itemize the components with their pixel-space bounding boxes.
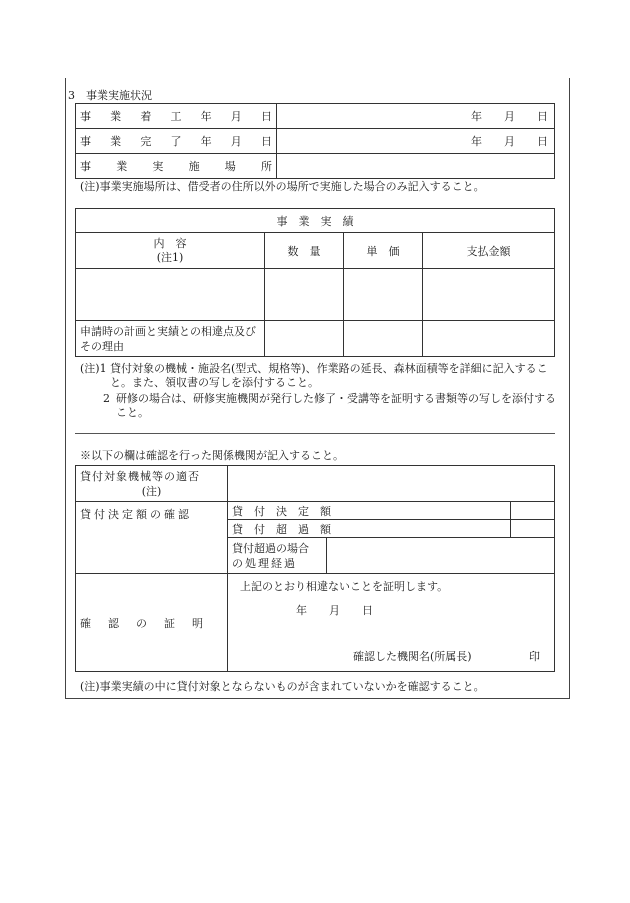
results-title: 事 業 実 績 (76, 209, 555, 233)
label-char: 施 (188, 160, 200, 173)
certification-date: 年 月 日 (296, 604, 373, 617)
label-char: 完 (140, 135, 152, 148)
diff-cell-payment[interactable] (423, 321, 555, 357)
implementation-table (75, 103, 555, 179)
col-content: 内 容 (注1) (76, 233, 265, 269)
col-quantity: 数 量 (265, 233, 344, 269)
col-payment: 支払金額 (423, 233, 555, 269)
location-label (76, 154, 277, 179)
label-char: 年 (471, 135, 482, 148)
label-char: 実 (152, 160, 164, 173)
label-char: 月 (504, 110, 515, 123)
divider (75, 433, 555, 434)
label-char: 業 (110, 135, 122, 148)
decision-amount-value[interactable] (511, 502, 555, 520)
diff-label: 申請時の計画と実績との相違点及びその理由 (76, 321, 265, 357)
confirmation-table (75, 465, 555, 672)
eligibility-label: 貸付対象機械等の適否 (注) (76, 466, 228, 502)
label-char: 年 (471, 110, 482, 123)
certification-statement: 上記のとおり相違ないことを証明します。 (240, 580, 449, 593)
cell-quantity[interactable] (265, 269, 344, 321)
label-char: 年 (200, 135, 212, 148)
note-final: (注)事業実績の中に貸付対象とならないものが含まれていないかを確認すること。 (80, 680, 485, 693)
excess-process-value[interactable] (327, 538, 555, 574)
label-char: 日 (537, 110, 548, 123)
section-title: 3 事業実施状況 (68, 89, 152, 102)
label-char: 業 (116, 160, 128, 173)
label-char: 場 (224, 160, 236, 173)
seal-mark: 印 (529, 650, 540, 663)
label-char: 所 (260, 160, 272, 173)
label-char: 年 (200, 110, 212, 123)
certification-label: 確 認 の 証 明 (76, 574, 228, 672)
label-char: 月 (230, 135, 242, 148)
note-confirm: ※以下の欄は確認を行った関係機関が記入すること。 (80, 449, 344, 462)
excess-process-label: 貸付超過の場合 の処理経過 (228, 538, 327, 574)
label-char: 事 (80, 110, 91, 123)
note-results-1: (注)1 貸付対象の機械・施設名(型式、規格等)、作業路の延長、森林面積等を詳細に記入すること。また、領収書の写しを添付すること。 (80, 362, 548, 389)
end-date-label (76, 129, 277, 154)
label-char: 日 (537, 135, 548, 148)
label-char: 業 (110, 110, 122, 123)
amount-check-label: 貸付決定額の確認 (76, 502, 228, 574)
note-results-2: 2 研修の場合は、研修実施機関が発行した修了・受講等を証明する書類等の写しを添付すること。 (103, 392, 556, 419)
label-char: 日 (260, 110, 272, 123)
label-char: 了 (170, 135, 182, 148)
certifying-org-label: 確認した機関名(所属長) (353, 650, 472, 663)
excess-amount-value[interactable] (511, 520, 555, 538)
label-char: 工 (170, 110, 182, 123)
label-char: 事 (80, 135, 91, 148)
location-value[interactable] (277, 154, 555, 179)
label-char: 日 (260, 135, 272, 148)
label-char: 月 (230, 110, 242, 123)
diff-cell-unit-price[interactable] (344, 321, 423, 357)
results-table (75, 208, 555, 357)
cell-content[interactable] (76, 269, 265, 321)
cell-unit-price[interactable] (344, 269, 423, 321)
label-char: 事 (80, 160, 91, 173)
eligibility-value[interactable] (228, 466, 555, 502)
diff-cell-quantity[interactable] (265, 321, 344, 357)
cell-payment[interactable] (423, 269, 555, 321)
end-date-value[interactable] (277, 129, 555, 154)
decision-amount-label: 貸 付 決 定 額 (228, 502, 511, 520)
label-char: 月 (504, 135, 515, 148)
excess-amount-label: 貸 付 超 過 額 (228, 520, 511, 538)
certification-area[interactable] (228, 574, 555, 672)
col-unit-price: 単 価 (344, 233, 423, 269)
note-location: (注)事業実施場所は、借受者の住所以外の場所で実施した場合のみ記入すること。 (80, 180, 485, 193)
start-date-label (76, 104, 277, 129)
label-char: 着 (140, 110, 152, 123)
start-date-value[interactable] (277, 104, 555, 129)
